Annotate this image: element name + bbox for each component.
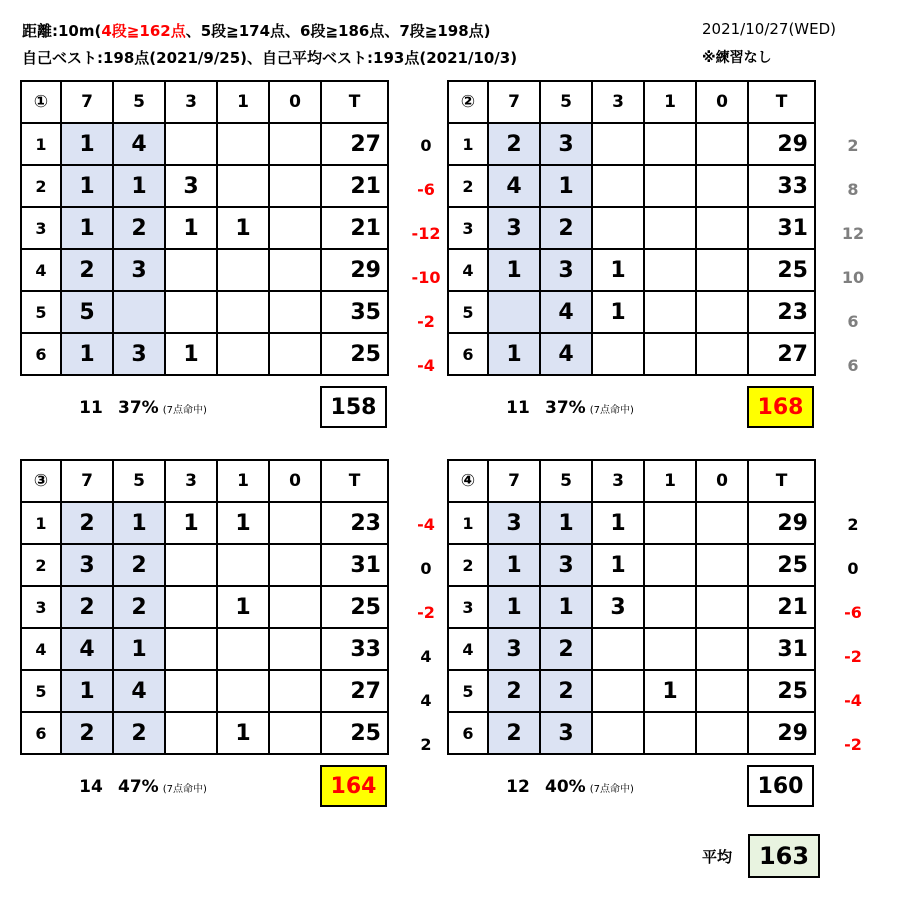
end-total: 33 [748,165,815,207]
end-row [21,670,388,712]
end-number: 4 [448,628,488,670]
hit-count-cell [269,712,321,754]
end-total: 31 [748,207,815,249]
hit-count-cell: 2 [61,586,113,628]
end-total: 27 [748,333,815,375]
distance-prefix: 距離:10m [22,22,95,40]
hit-count-cell [696,628,748,670]
hit-count-cell: 1 [217,712,269,754]
hit-count-cell [269,586,321,628]
hit-count-cell: 4 [488,165,540,207]
end-number: 3 [448,207,488,249]
score-diff: -2 [844,647,862,666]
hit-count-cell: 1 [488,586,540,628]
column-header: 3 [165,460,217,502]
column-header: 5 [540,81,592,123]
column-header: 7 [61,460,113,502]
hit-count-cell: 1 [61,207,113,249]
hit-count-cell [488,291,540,333]
score-diff: 2 [847,515,859,534]
hit-count-cell: 1 [644,670,696,712]
end-total: 29 [748,712,815,754]
hit-count-cell [269,628,321,670]
hit-count-cell [165,586,217,628]
end-row [21,249,388,291]
score-diff: -2 [844,735,862,754]
hit-summary [70,398,207,418]
end-row [21,333,388,375]
practice-note: ※練習なし [702,50,772,66]
round-table [20,80,389,376]
hit-count-cell: 5 [61,291,113,333]
score-diff: -2 [417,312,435,331]
hit-count-cell [165,628,217,670]
hit-count-cell: 2 [540,628,592,670]
end-total: 23 [748,291,815,333]
hit-count-cell: 1 [217,207,269,249]
end-row [448,291,815,333]
hit-count-cell: 1 [540,165,592,207]
hit-count-cell [644,207,696,249]
end-total: 27 [321,670,388,712]
end-row [448,628,815,670]
end-number: 2 [448,165,488,207]
end-row [21,544,388,586]
end-number: 6 [21,333,61,375]
hit-count-cell [696,165,748,207]
seven-point-hit-rate: 37% [545,398,586,418]
end-row [448,123,815,165]
end-number: 3 [21,207,61,249]
hit-count-cell: 1 [61,123,113,165]
end-number: 5 [21,291,61,333]
end-row [448,165,815,207]
hit-count-cell [696,670,748,712]
hit-count-cell [696,123,748,165]
column-header: 5 [540,460,592,502]
score-diff: 0 [847,559,859,578]
hit-count-cell: 1 [217,502,269,544]
seven-point-hit-count: 11 [79,398,103,418]
end-row [448,207,815,249]
hit-count-cell: 3 [540,712,592,754]
end-total: 33 [321,628,388,670]
end-number: 1 [448,123,488,165]
hit-count-cell: 2 [488,670,540,712]
hit-count-cell: 1 [165,502,217,544]
score-diff: -10 [411,268,441,287]
end-row [21,165,388,207]
hit-count-cell: 2 [113,544,165,586]
score-diff: -2 [417,603,435,622]
hit-count-cell [644,628,696,670]
hit-count-cell [696,207,748,249]
hit-count-cell: 1 [592,291,644,333]
hit-count-cell [644,333,696,375]
end-number: 1 [448,502,488,544]
hit-count-cell [644,712,696,754]
end-number: 2 [448,544,488,586]
score-diff: 10 [841,268,865,287]
score-diff: 2 [847,136,859,155]
hit-rate-note: (7点命中) [589,784,634,795]
hit-count-cell [269,249,321,291]
column-header: 3 [592,81,644,123]
end-number: 1 [21,123,61,165]
date: 2021/10/27(WED) [702,20,837,38]
end-number: 6 [448,712,488,754]
hit-summary [497,777,634,797]
end-total: 29 [748,502,815,544]
end-row [21,123,388,165]
end-number: 4 [21,249,61,291]
score-diff: 0 [420,136,432,155]
hit-count-cell [165,123,217,165]
seven-point-hit-rate: 47% [118,777,159,797]
hit-count-cell: 4 [61,628,113,670]
end-total: 27 [321,123,388,165]
column-header: 0 [269,81,321,123]
column-header: T [321,81,388,123]
round-total: 158 [320,386,387,428]
end-row [448,670,815,712]
hit-count-cell [217,628,269,670]
hit-count-cell [217,165,269,207]
hit-count-cell: 1 [165,333,217,375]
column-header: T [748,81,815,123]
end-total: 21 [321,207,388,249]
end-number: 2 [21,165,61,207]
hit-count-cell [644,249,696,291]
hit-count-cell [644,165,696,207]
hit-count-cell [217,544,269,586]
end-row [21,712,388,754]
hit-count-cell: 1 [113,165,165,207]
hit-count-cell [269,333,321,375]
hit-count-cell [217,249,269,291]
end-row [448,502,815,544]
end-row [448,544,815,586]
column-header: 7 [488,81,540,123]
hit-count-cell: 4 [113,670,165,712]
average-score: 163 [748,834,820,878]
hit-count-cell [644,291,696,333]
score-diff: 4 [420,647,432,666]
hit-count-cell [592,670,644,712]
hit-count-cell [217,291,269,333]
rank-thresholds: 、5段≧174点、6段≧186点、7段≧198点) [185,22,491,40]
hit-rate-note: (7点命中) [589,405,634,416]
hit-count-cell: 1 [61,333,113,375]
end-number: 4 [448,249,488,291]
column-header: 0 [269,460,321,502]
column-header: 0 [696,460,748,502]
hit-summary [497,398,634,418]
seven-point-hit-count: 12 [506,777,530,797]
round-number: ③ [21,460,61,502]
end-total: 31 [748,628,815,670]
hit-count-cell [592,207,644,249]
score-diff: -12 [411,224,441,243]
hit-count-cell [644,586,696,628]
hit-count-cell: 3 [488,502,540,544]
hit-count-cell [592,123,644,165]
end-total: 21 [748,586,815,628]
column-header: 3 [592,460,644,502]
score-diff: 12 [841,224,865,243]
column-header: 5 [113,81,165,123]
column-header: 1 [217,460,269,502]
hit-count-cell [696,712,748,754]
hit-count-cell [696,333,748,375]
hit-count-cell [592,333,644,375]
score-diff: 8 [847,180,859,199]
hit-count-cell [644,502,696,544]
round-table [447,80,816,376]
hit-count-cell: 2 [488,123,540,165]
hit-count-cell: 1 [61,670,113,712]
hit-count-cell: 3 [488,628,540,670]
hit-count-cell: 2 [540,670,592,712]
hit-count-cell: 1 [592,502,644,544]
hit-count-cell: 4 [540,291,592,333]
end-row [448,586,815,628]
hit-count-cell: 1 [165,207,217,249]
round-table [20,459,389,755]
hit-count-cell: 2 [488,712,540,754]
hit-count-cell: 2 [61,502,113,544]
hit-count-cell: 3 [488,207,540,249]
round-table [447,459,816,755]
hit-count-cell [269,123,321,165]
score-diff: 0 [420,559,432,578]
end-total: 29 [321,249,388,291]
score-diff: 6 [847,356,859,375]
hit-count-cell: 3 [540,544,592,586]
end-number: 5 [21,670,61,712]
end-total: 21 [321,165,388,207]
column-header: 5 [113,460,165,502]
hit-count-cell: 3 [165,165,217,207]
end-row [448,333,815,375]
hit-count-cell: 2 [113,712,165,754]
end-total: 35 [321,291,388,333]
hit-count-cell: 2 [113,586,165,628]
end-total: 25 [321,333,388,375]
hit-count-cell [592,165,644,207]
hit-count-cell [696,291,748,333]
hit-count-cell [696,502,748,544]
column-header: 3 [165,81,217,123]
hit-count-cell [217,123,269,165]
score-diff: 4 [420,691,432,710]
hit-count-cell [644,544,696,586]
column-header: T [321,460,388,502]
end-number: 3 [21,586,61,628]
end-number: 4 [21,628,61,670]
seven-point-hit-rate: 37% [118,398,159,418]
end-row [448,249,815,291]
end-row [21,586,388,628]
end-number: 6 [448,333,488,375]
hit-count-cell [644,123,696,165]
hit-count-cell [113,291,165,333]
end-row [21,291,388,333]
end-total: 23 [321,502,388,544]
hit-count-cell [269,165,321,207]
hit-count-cell [269,544,321,586]
seven-point-hit-count: 14 [79,777,103,797]
end-number: 5 [448,291,488,333]
hit-count-cell: 2 [61,712,113,754]
hit-count-cell: 1 [113,502,165,544]
score-diff: -4 [417,515,435,534]
hit-count-cell: 1 [217,586,269,628]
hit-count-cell: 1 [540,586,592,628]
round-total: 160 [747,765,814,807]
hit-count-cell: 4 [540,333,592,375]
end-total: 25 [748,544,815,586]
hit-count-cell: 1 [488,544,540,586]
hit-count-cell [165,712,217,754]
score-diff: 6 [847,312,859,331]
end-total: 31 [321,544,388,586]
score-diff: -6 [844,603,862,622]
hit-count-cell: 3 [540,123,592,165]
hit-count-cell [269,502,321,544]
hit-count-cell: 1 [592,544,644,586]
end-number: 3 [448,586,488,628]
hit-count-cell [217,670,269,712]
hit-count-cell [165,670,217,712]
hit-count-cell [592,712,644,754]
seven-point-hit-rate: 40% [545,777,586,797]
end-number: 6 [21,712,61,754]
round-number: ① [21,81,61,123]
column-header: 7 [488,460,540,502]
end-row [448,712,815,754]
hit-count-cell: 3 [592,586,644,628]
hit-count-cell [269,670,321,712]
hit-count-cell: 4 [113,123,165,165]
round-total: 164 [320,765,387,807]
end-total: 29 [748,123,815,165]
column-header: 1 [644,81,696,123]
score-diff: 2 [420,735,432,754]
column-header: T [748,460,815,502]
end-total: 25 [321,712,388,754]
hit-count-cell [165,291,217,333]
end-number: 2 [21,544,61,586]
score-diff: -4 [844,691,862,710]
column-header: 1 [217,81,269,123]
column-header: 1 [644,460,696,502]
end-row [21,628,388,670]
hit-count-cell: 1 [488,249,540,291]
end-number: 5 [448,670,488,712]
hit-count-cell [696,249,748,291]
average-label: 平均 [702,848,733,866]
column-header: 7 [61,81,113,123]
hit-count-cell: 1 [61,165,113,207]
end-total: 25 [321,586,388,628]
end-number: 1 [21,502,61,544]
hit-count-cell [165,249,217,291]
hit-count-cell [696,544,748,586]
end-total: 25 [748,249,815,291]
hit-count-cell [217,333,269,375]
hit-count-cell [269,291,321,333]
hit-count-cell: 2 [61,249,113,291]
round-total: 168 [747,386,814,428]
hit-count-cell [592,628,644,670]
hit-count-cell: 1 [113,628,165,670]
hit-rate-note: (7点命中) [162,405,207,416]
rank4-threshold: 4段≧162点 [101,22,186,40]
hit-count-cell: 1 [540,502,592,544]
distance-paren-open: ( [94,22,102,40]
round-number: ④ [448,460,488,502]
end-total: 25 [748,670,815,712]
distance-line [22,20,491,41]
round-number: ② [448,81,488,123]
end-row [21,502,388,544]
hit-count-cell: 2 [113,207,165,249]
seven-point-hit-count: 11 [506,398,530,418]
hit-count-cell [696,586,748,628]
hit-count-cell: 1 [488,333,540,375]
hit-rate-note: (7点命中) [162,784,207,795]
hit-summary [70,777,207,797]
hit-count-cell: 1 [592,249,644,291]
hit-count-cell: 3 [113,249,165,291]
end-row [21,207,388,249]
score-diff: -6 [417,180,435,199]
hit-count-cell [269,207,321,249]
personal-best-line: 自己ベスト:198点(2021/9/25)、自己平均ベスト:193点(2021/10/3) [22,49,518,67]
score-diff: -4 [417,356,435,375]
hit-count-cell: 3 [540,249,592,291]
hit-count-cell: 2 [540,207,592,249]
hit-count-cell: 3 [61,544,113,586]
hit-count-cell [165,544,217,586]
column-header: 0 [696,81,748,123]
hit-count-cell: 3 [113,333,165,375]
